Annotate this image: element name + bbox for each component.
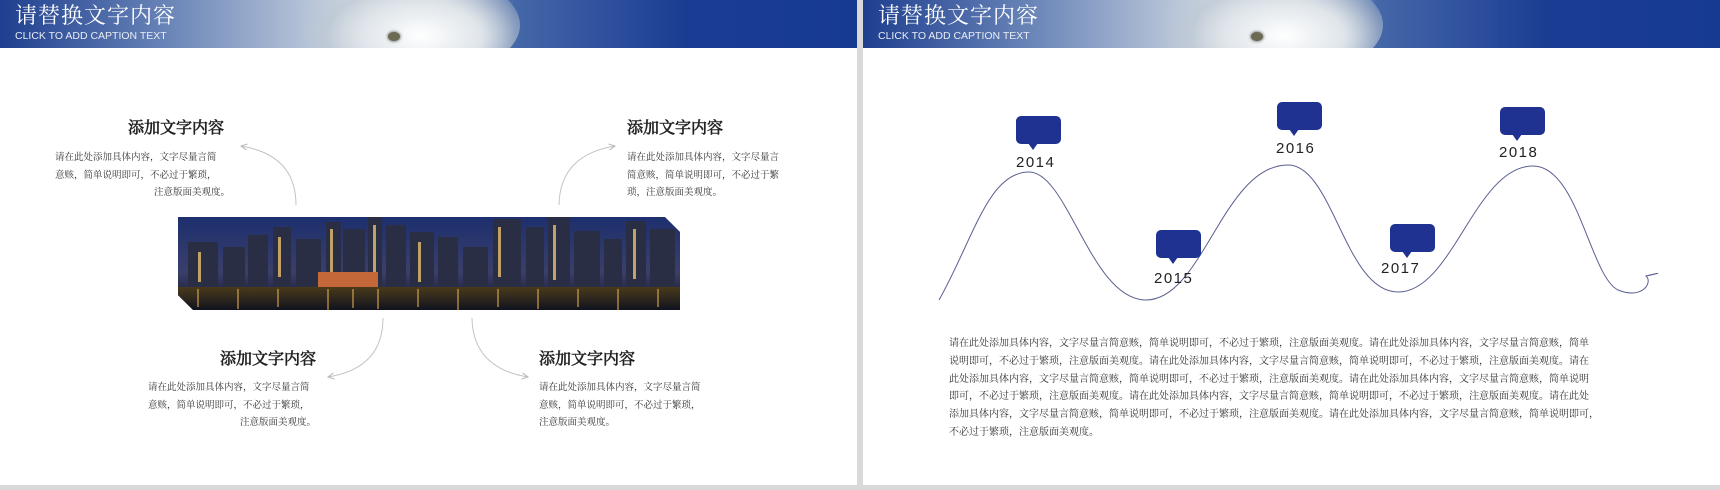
timeline-marker-2015[interactable] [1156,230,1201,258]
year-label-2018: 2018 [1499,144,1539,161]
block-desc-top-right[interactable]: 请在此处添加具体内容，文字尽量言 简意赅，简单说明即可，不必过于繁 琐，注意版面美观度。 [627,152,780,198]
year-label-2016: 2016 [1276,140,1316,157]
slide-2[interactable] [863,0,1720,485]
timeline-marker-2017[interactable] [1390,224,1435,252]
year-label-2015: 2015 [1154,270,1194,287]
block-heading-bottom-right[interactable]: 添加文字内容 [539,349,636,368]
block-desc-top-left[interactable]: 请在此处添加具体内容，文字尽量言简 意赅，简单说明即可，不必过于繁琐， 注意版面美观度。 [55,152,230,198]
slide-caption[interactable]: CLICK TO ADD CAPTION TEXT [878,30,1030,42]
body-paragraph[interactable]: 请在此处添加具体内容，文字尽量言简意赅，简单说明即可，不必过于繁琐，注意版面美观度。请在此处添加具体内容，文字尽量言简意赅，简单 说明即可，不必过于繁琐，注意版面美观度。请在此处添加具体内容，文字尽量言简意赅，简单说明即可，不必过于繁琐，注意版面美观度。请在 此处添加具体内容，文字尽量言简意赅，简单说明即可，不必过于繁琐，注意版面美观度。请在此处添加具体内容，文字尽量言简意赅，简单说明 即可，不必过于繁琐，注意版面美观度。请在此处添加具体内容，文字尽量言简意赅，简单说明即可，不必过于繁琐，注意版面美观度。请在此处 添加具体内容，文字尽量言简意赅，简单说明即可，不必过于繁琐，注意版面美观度。请在此处添加具体内容，文字尽量言简意赅，简单说明即可， 不必过于繁琐，注意版面美观度。 [949,338,1599,438]
block-desc-bottom-right[interactable]: 请在此处添加具体内容，文字尽量言简 意赅，简单说明即可，不必过于繁琐， 注意版面美观度。 [539,382,701,428]
block-desc-bottom-left[interactable]: 请在此处添加具体内容，文字尽量言简 意赅，简单说明即可，不必过于繁琐， 注意版面美观度。 [148,382,316,428]
slide-title[interactable]: 请替换文字内容 [15,4,177,29]
timeline-marker-2018[interactable] [1500,107,1545,135]
year-label-2017: 2017 [1381,260,1421,277]
slide-1[interactable] [0,0,857,485]
block-heading-bottom-left[interactable]: 添加文字内容 [220,349,317,368]
timeline-marker-2014[interactable] [1016,116,1061,144]
city-night-photo [178,217,680,310]
slide-title[interactable]: 请替换文字内容 [878,4,1040,29]
slide-caption[interactable]: CLICK TO ADD CAPTION TEXT [15,30,167,42]
block-heading-top-left[interactable]: 添加文字内容 [128,118,225,137]
block-heading-top-right[interactable]: 添加文字内容 [627,118,724,137]
timeline-marker-2016[interactable] [1277,102,1322,130]
year-label-2014: 2014 [1016,154,1056,171]
